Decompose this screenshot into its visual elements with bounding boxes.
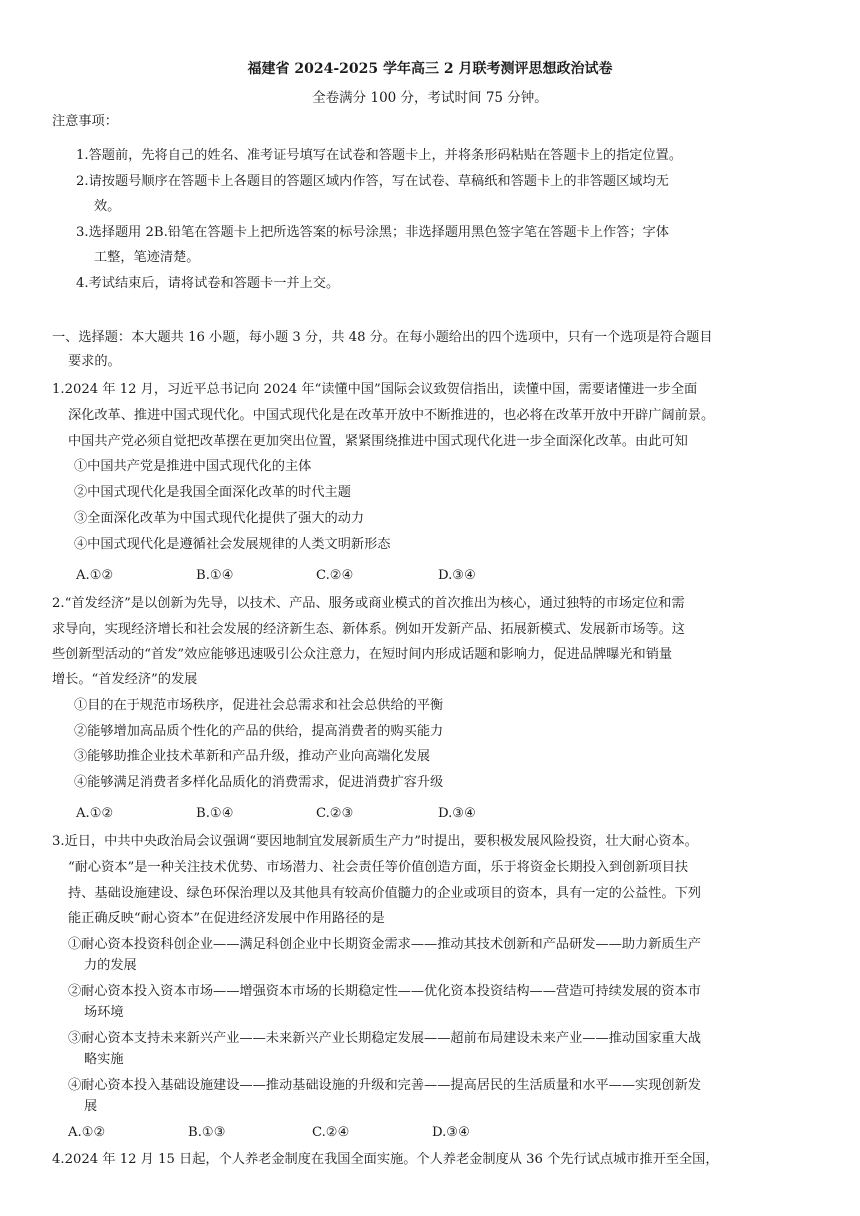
- option-d[interactable]: D.③④: [438, 806, 476, 821]
- option-a[interactable]: A.①②: [68, 1125, 106, 1140]
- note-line: 1.答题前，先将自己的姓名、准考证号填写在试卷和答题卡上，并将条形码粘贴在答题卡上的指定位置。: [76, 148, 683, 163]
- option-b[interactable]: B.①④: [196, 568, 234, 583]
- note-line: 4.考试结束后，请将试卷和答题卡一并上交。: [76, 276, 340, 291]
- option-c[interactable]: C.②③: [316, 806, 354, 821]
- note-line: 工整，笔迹清楚。: [94, 250, 200, 265]
- question-stem: 4.2024 年 12 月 15 日起，个人养老金制度在我国全面实施。个人养老金制度从 36 个先行试点城市推开至全国，: [52, 1152, 719, 1167]
- section-heading: 一、选择题：本大题共 16 小题，每小题 3 分，共 48 分。在每小题给出的四个选项中，只有一个选项是符合题目: [52, 330, 713, 345]
- question-stem: 能正确反映“耐心资本”在促进经济发展中作用路径的是: [68, 911, 385, 926]
- question-stem: 1.2024 年 12 月，习近平总书记向 2024 年“读懂中国”国际会议致贺信指出，读懂中国，需要诸懂进一步全面: [52, 382, 698, 397]
- option-a[interactable]: A.①②: [76, 806, 114, 821]
- note-line: 3.选择题用 2B.铅笔在答题卡上把所选答案的标号涂黑；非选择题用黑色签字笔在答题卡上作答；字体: [76, 225, 669, 240]
- note-line: 2.请按题号顺序在答题卡上各题目的答题区域内作答，写在试卷、草稿纸和答题卡上的非答题区域均无: [76, 174, 669, 189]
- question-item: ④能够满足消费者多样化品质化的消费需求，促进消费扩容升级: [74, 775, 444, 790]
- question-item: ③耐心资本支持未来新兴产业——未来新兴产业长期稳定发展——超前布局建设未来产业——推动国家重大战: [68, 1031, 701, 1046]
- question-item: ①中国共产党是推进中国式现代化的主体: [74, 459, 312, 474]
- question-item-cont: 场环境: [84, 1005, 124, 1020]
- option-d[interactable]: D.③④: [432, 1125, 470, 1140]
- question-item: ④耐心资本投入基础设施建设——推动基础设施的升级和完善——提高居民的生活质量和水平——实现创新发: [68, 1078, 701, 1093]
- note-line: 效。: [94, 199, 121, 214]
- section-heading-cont: 要求的。: [68, 354, 121, 369]
- option-c[interactable]: C.②④: [312, 1125, 350, 1140]
- question-item: ④中国式现代化是遵循社会发展规律的人类文明新形态: [74, 537, 391, 552]
- answer-options: [0, 804, 860, 824]
- question-stem: 持、基础设施建设、绿色环保治理以及其他具有较高价值髓力的企业或项目的资本，具有一定的公益性。下列: [68, 886, 701, 901]
- notes-heading: 注意事项：: [52, 114, 118, 129]
- question-item-cont: 展: [84, 1099, 98, 1114]
- question-stem: 中国共产党必须自觉把改革摆在更加突出位置，紧紧围绕推进中国式现代化进一步全面深化改革。由此可知: [68, 434, 688, 449]
- question-stem: 3.近日，中共中央政治局会议强调“要因地制宜发展新质生产力”时提出，要积极发展风险投资，壮大耐心资本。: [52, 834, 698, 849]
- answer-options: [0, 1123, 860, 1143]
- question-stem: 2.“首发经济”是以创新为先导，以技术、产品、服务或商业模式的首次推出为核心，通过独特的市场定位和需: [52, 596, 685, 611]
- option-d[interactable]: D.③④: [438, 568, 476, 583]
- question-item: ③全面深化改革为中国式现代化提供了强大的动力: [74, 511, 365, 526]
- answer-options: [0, 566, 860, 586]
- question-stem: 求导向，实现经济增长和社会发展的经济新生态、新体系。例如开发新产品、拓展新模式、发展新市场等。这: [52, 622, 685, 637]
- question-item-cont: 略实施: [84, 1052, 124, 1067]
- option-b[interactable]: B.①③: [188, 1125, 226, 1140]
- question-item: ③能够助推企业技术革新和产品升级，推动产业向高端化发展: [74, 749, 431, 764]
- question-item: ②中国式现代化是我国全面深化改革的时代主题: [74, 485, 351, 500]
- option-c[interactable]: C.②④: [316, 568, 354, 583]
- question-stem: 增长。“首发经济”的发展: [52, 672, 198, 687]
- page-title: 福建省 2024-2025 学年高三 2 月联考测评思想政治试卷: [247, 61, 613, 77]
- question-stem: 些创新型活动的“首发”效应能够迅速吸引公众注意力，在短时间内形成话题和影响力，促进品牌曝光和销量: [52, 647, 673, 662]
- question-stem: “耐心资本”是一种关注技术优势、市场潜力、社会责任等价值创造方面，乐于将资金长期投入到创新项目扶: [68, 860, 689, 875]
- question-item: ②能够增加高品质个性化的产品的供给，提高消费者的购买能力: [74, 724, 444, 739]
- question-item: ①耐心资本投资科创企业——满足科创企业中长期资金需求——推动其技术创新和产品研发——助力新质生产: [68, 937, 701, 952]
- option-a[interactable]: A.①②: [76, 568, 114, 583]
- option-b[interactable]: B.①④: [196, 806, 234, 821]
- question-item-cont: 力的发展: [84, 958, 137, 973]
- page-subtitle: 全卷满分 100 分，考试时间 75 分钟。: [312, 90, 548, 106]
- question-item: ①目的在于规范市场秩序，促进社会总需求和社会总供给的平衡: [74, 698, 444, 713]
- question-item: ②耐心资本投入资本市场——增强资本市场的长期稳定性——优化资本投资结构——营造可持续发展的资本市: [68, 984, 701, 999]
- question-stem: 深化改革、推进中国式现代化。中国式现代化是在改革开放中不断推进的，也必将在改革开放中开辟广阔前景。: [68, 408, 715, 423]
